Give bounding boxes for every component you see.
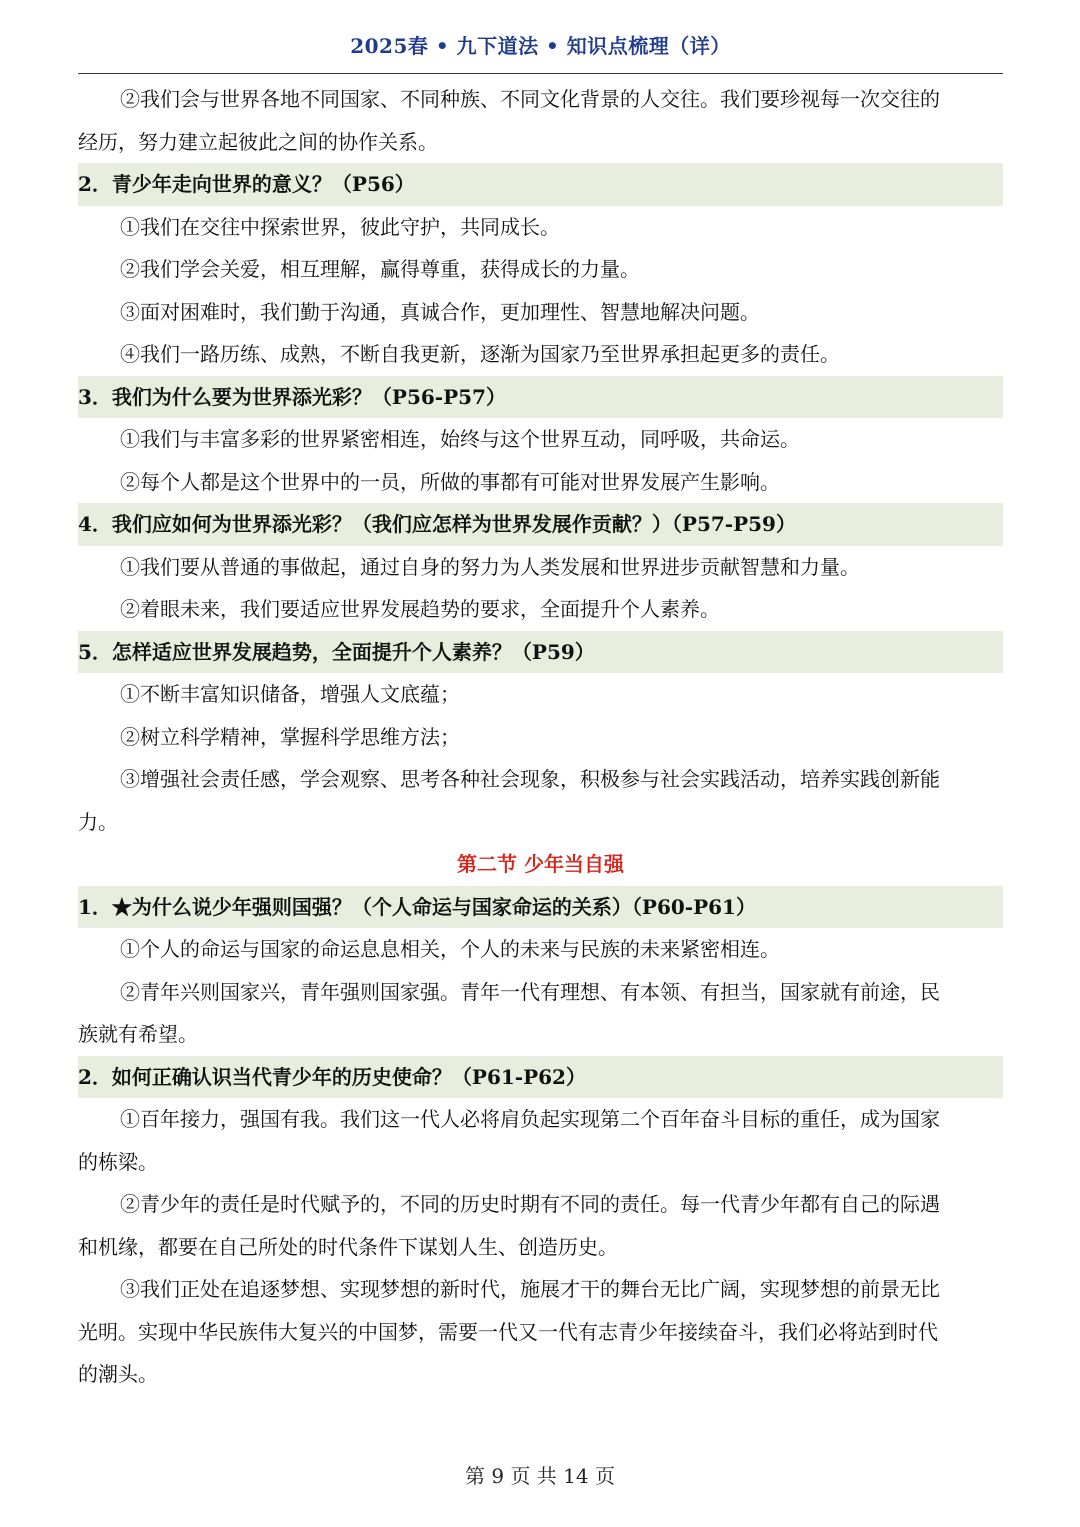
- question-heading: 4．我们应如何为世界添光彩？（我们应怎样为世界发展作贡献？）（P57-P59）: [78, 503, 1003, 546]
- question-heading: 2．如何正确认识当代青少年的历史使命？（P61-P62）: [78, 1056, 1003, 1099]
- paragraph-line: ①不断丰富知识储备，增强人文底蕴；: [120, 682, 460, 706]
- question-heading: 2．青少年走向世界的意义？（P56）: [78, 163, 1003, 206]
- paragraph-line: ①我们与丰富多彩的世界紧密相连，始终与这个世界互动，同呼吸，共命运。: [120, 427, 800, 451]
- paragraph-line: ③增强社会责任感，学会观察、思考各种社会现象，积极参与社会实践活动，培养实践创新能: [120, 767, 940, 791]
- document-body: [78, 78, 1003, 1396]
- paragraph-line: ②每个人都是这个世界中的一员，所做的事都有可能对世界发展产生影响。: [120, 469, 780, 494]
- paragraph-continuation: 经历，努力建立起彼此之间的协作关系。: [78, 129, 438, 154]
- paragraph-line: ③我们正处在追逐梦想、实现梦想的新时代，施展才干的舞台无比广阔，实现梦想的前景无比: [120, 1277, 940, 1301]
- paragraph-continuation: 和机缘，都要在自己所处的时代条件下谋划人生、创造历史。: [78, 1234, 618, 1259]
- paragraph-continuation: 族就有希望。: [78, 1022, 198, 1046]
- question-heading: 5．怎样适应世界发展趋势，全面提升个人素养？（P59）: [78, 631, 1003, 674]
- paragraph-line: ①百年接力，强国有我。我们这一代人必将肩负起实现第二个百年奋斗目标的重任，成为国家: [120, 1107, 940, 1131]
- paragraph-line: ④我们一路历练、成熟，不断自我更新，逐渐为国家乃至世界承担起更多的责任。: [120, 342, 840, 366]
- paragraph-line: ②青少年的责任是时代赋予的，不同的历史时期有不同的责任。每一代青少年都有自己的际遇: [120, 1192, 940, 1216]
- paragraph-line: ②青年兴则国家兴，青年强则国家强。青年一代有理想、有本领、有担当，国家就有前途，民: [120, 979, 940, 1004]
- paragraph-line: ①个人的命运与国家的命运息息相关，个人的未来与民族的未来紧密相连。: [120, 937, 780, 961]
- paragraph-line: ②我们学会关爱，相互理解，赢得尊重，获得成长的力量。: [120, 257, 640, 281]
- question-heading: 1．★为什么说少年强则国强？（个人命运与国家命运的关系）（P60-P61）: [78, 886, 1003, 929]
- paragraph-line: ①我们要从普通的事做起，通过自身的努力为人类发展和世界进步贡献智慧和力量。: [120, 554, 860, 579]
- paragraph-line: ②我们会与世界各地不同国家、不同种族、不同文化背景的人交往。我们要珍视每一次交往的: [120, 87, 940, 111]
- question-heading: 3．我们为什么要为世界添光彩？（P56-P57）: [78, 376, 1003, 419]
- paragraph-continuation: 的潮头。: [78, 1362, 158, 1386]
- paragraph-line: ②着眼未来，我们要适应世界发展趋势的要求，全面提升个人素养。: [120, 597, 720, 621]
- paragraph-continuation: 力。: [78, 809, 118, 834]
- section-title: 第二节 少年当自强: [457, 852, 624, 876]
- paragraph-line: ③面对困难时，我们勤于沟通，真诚合作，更加理性、智慧地解决问题。: [120, 299, 760, 324]
- page-number: 第 9 页 共 14 页: [465, 1464, 615, 1488]
- paragraph-continuation: 的栋梁。: [78, 1149, 158, 1174]
- paragraph-line: ②树立科学精神，掌握科学思维方法；: [120, 724, 460, 749]
- paragraph-line: ①我们在交往中探索世界，彼此守护，共同成长。: [120, 214, 560, 239]
- header-divider: [78, 73, 1003, 74]
- paragraph-continuation: 光明。实现中华民族伟大复兴的中国梦，需要一代又一代有志青少年接续奋斗，我们必将站到时代: [78, 1319, 938, 1344]
- page-header-title: 2025春 • 九下道法 • 知识点梳理（详）: [350, 34, 731, 58]
